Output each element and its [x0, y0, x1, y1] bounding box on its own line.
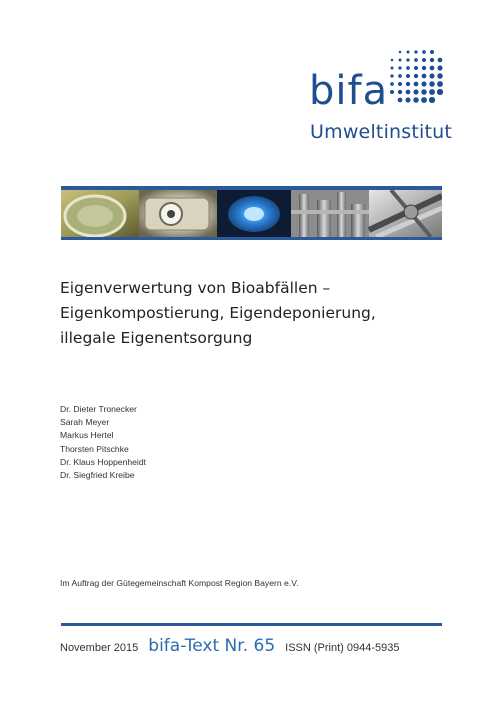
title-line-1: Eigenverwertung von Bioabfällen – [60, 279, 331, 297]
author-name: Dr. Dieter Tronecker [60, 404, 137, 414]
commission-note: Im Auftrag der Gütegemeinschaft Kompost Region Bayern e.V. [60, 578, 299, 588]
logo-wordmark: bifa [309, 68, 389, 114]
footer [60, 636, 450, 656]
bifa-dot-logo-icon [386, 48, 446, 104]
author-name: Thorsten Pitschke [60, 443, 129, 454]
footer-rule [61, 623, 442, 626]
issn: ISSN (Print) 0944-5935 [285, 642, 400, 654]
series-number: bifa-Text Nr. 65 [148, 636, 276, 656]
author-name: Dr. Siegfried Kreibe [60, 470, 135, 481]
logo-subtitle: Umweltinstitut [310, 121, 453, 143]
author-list [60, 403, 146, 482]
title-line-3: illegale Eigenentsorgung [60, 329, 253, 347]
header-photo-strip [61, 190, 442, 237]
title-line-2: Eigenkompostierung, Eigendeponierung, [60, 304, 376, 322]
author-name: Markus Hertel [60, 430, 114, 441]
author-name: Sarah Meyer [60, 417, 110, 428]
publication-date: November 2015 [60, 642, 139, 654]
report-title [60, 276, 460, 351]
author-name: Dr. Klaus Hoppenheidt [60, 456, 146, 467]
band-bottom-rule [61, 237, 442, 240]
